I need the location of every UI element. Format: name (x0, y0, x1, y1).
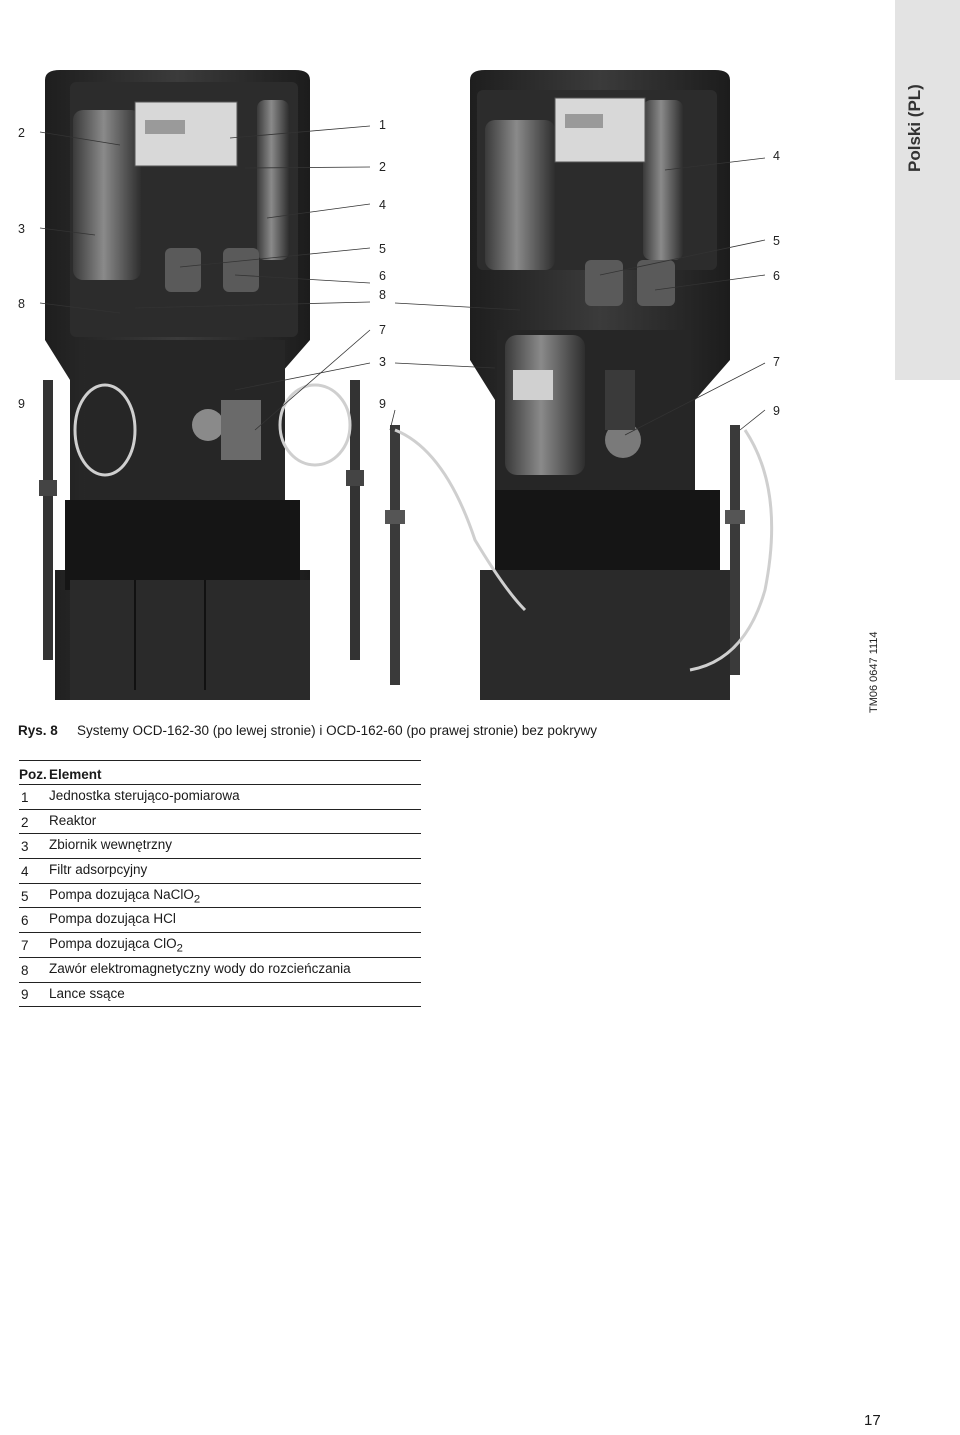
callout-mid-8: 8 (379, 288, 386, 302)
legend-header-pos: Poz. (19, 761, 49, 785)
callout-right-7: 7 (773, 355, 780, 369)
callout-right-6: 6 (773, 269, 780, 283)
left-cabinet (39, 70, 364, 700)
legend-pos: 7 (19, 933, 49, 958)
legend-pos: 9 (19, 982, 49, 1007)
legend-header-element: Element (49, 761, 421, 785)
callout-left-9: 9 (18, 397, 25, 411)
figure-code: TM06 0647 1114 (868, 631, 880, 713)
legend-element: Jednostka sterująco-pomiarowa (49, 785, 421, 810)
legend-pos: 8 (19, 957, 49, 982)
callout-mid-1: 1 (379, 118, 386, 132)
table-row (19, 933, 421, 958)
legend-pos: 5 (19, 883, 49, 908)
callout-mid-2: 2 (379, 160, 386, 174)
table-row (19, 908, 421, 933)
page-number: 17 (864, 1412, 881, 1429)
legend-element: Pompa dozująca NaClO$_2$ (49, 883, 421, 908)
legend-header-row (19, 761, 421, 785)
callout-mid-3: 3 (379, 355, 386, 369)
table-row (19, 982, 421, 1007)
callout-mid-9: 9 (379, 397, 386, 411)
figure-caption-label: Rys. 8 (18, 723, 58, 738)
callout-right-4: 4 (773, 149, 780, 163)
callout-left-3: 3 (18, 222, 25, 236)
legend-pos: 2 (19, 809, 49, 834)
callout-left-2: 2 (18, 126, 25, 140)
callout-right-9: 9 (773, 404, 780, 418)
legend-element: Filtr adsorpcyjny (49, 859, 421, 884)
legend-element: Reaktor (49, 809, 421, 834)
table-row (19, 883, 421, 908)
table-row (19, 859, 421, 884)
table-row (19, 957, 421, 982)
callout-left-8: 8 (18, 297, 25, 311)
legend-pos: 6 (19, 908, 49, 933)
figure-illustration (25, 70, 815, 710)
legend-element: Zawór elektromagnetyczny wody do rozcieńczania (49, 957, 421, 982)
language-tab (895, 0, 960, 380)
language-tab-label: Polski (PL) (905, 84, 924, 172)
figure-caption (18, 723, 597, 738)
legend-element: Pompa dozująca ClO$_2$ (49, 933, 421, 958)
legend-element: Zbiornik wewnętrzny (49, 834, 421, 859)
callout-mid-7: 7 (379, 323, 386, 337)
callout-mid-6: 6 (379, 269, 386, 283)
figure-caption-text: Systemy OCD-162-30 (po lewej stronie) i OCD-162-60 (po prawej stronie) bez pokrywy (77, 723, 597, 738)
legend-element: Lance ssące (49, 982, 421, 1007)
callout-mid-4: 4 (379, 198, 386, 212)
legend-table (19, 760, 421, 1007)
legend-pos: 4 (19, 859, 49, 884)
legend-element: Pompa dozująca HCl (49, 908, 421, 933)
table-row (19, 834, 421, 859)
figure-systems-photo (18, 70, 815, 710)
legend-pos: 1 (19, 785, 49, 810)
callout-right-5: 5 (773, 234, 780, 248)
callout-mid-5: 5 (379, 242, 386, 256)
legend-pos: 3 (19, 834, 49, 859)
table-row (19, 809, 421, 834)
table-row (19, 785, 421, 810)
